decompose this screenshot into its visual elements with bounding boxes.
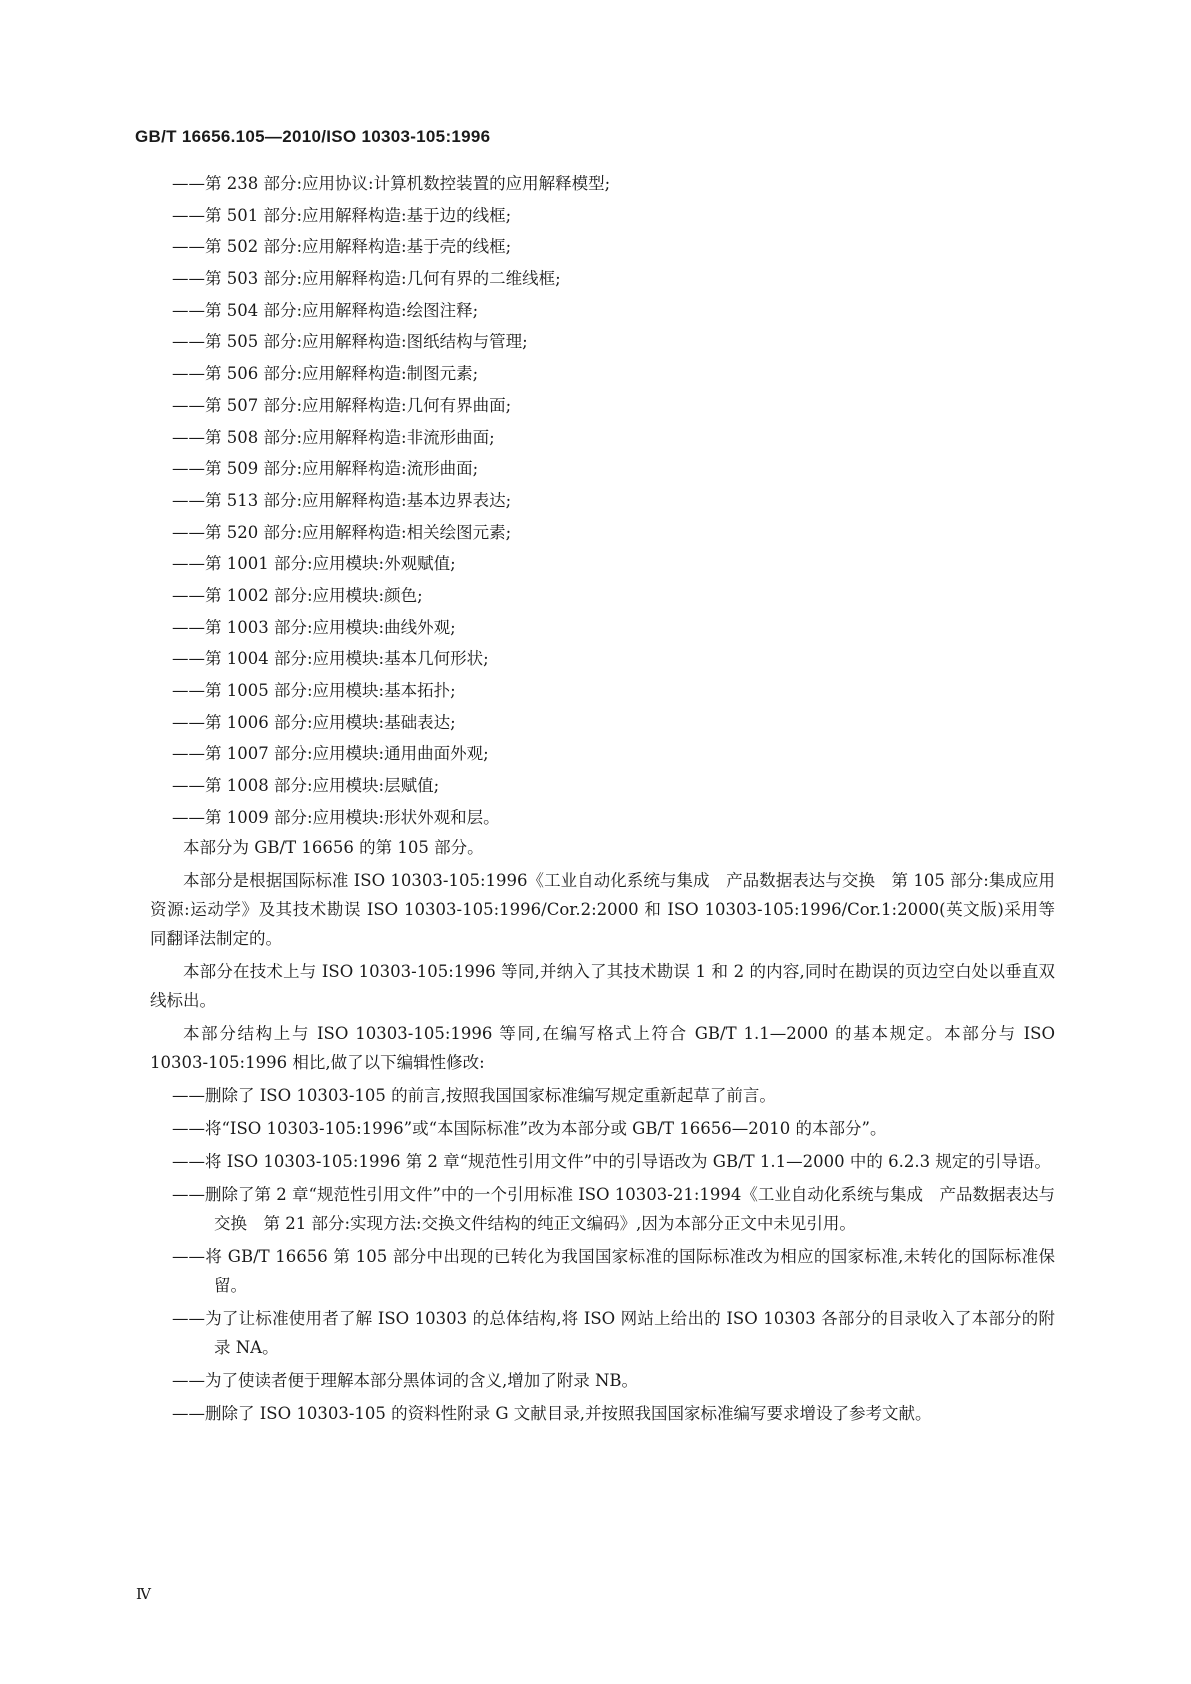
list-item: ——删除了 ISO 10303-105 的前言,按照我国国家标准编写规定重新起草了前言。 [172, 1086, 776, 1106]
list-item: ——第 1007 部分:应用模块:通用曲面外观; [172, 744, 489, 764]
list-item: ——第 509 部分:应用解释构造:流形曲面; [172, 459, 479, 479]
paragraph: 本部分在技术上与 ISO 10303-105:1996 等同,并纳入了其技术勘误 1 和 2 的内容,同时在勘误的页边空白处以垂直双线标出。 [150, 962, 1055, 1011]
list-item: ——第 506 部分:应用解释构造:制图元素; [172, 364, 479, 384]
list-item: ——第 1009 部分:应用模块:形状外观和层。 [172, 807, 500, 827]
list-item: ——第 1001 部分:应用模块:外观赋值; [172, 554, 456, 574]
list-item: ——为了使读者便于理解本部分黑体词的含义,增加了附录 NB。 [172, 1371, 639, 1391]
list-item: ——第 513 部分:应用解释构造:基本边界表达; [172, 490, 512, 510]
list-item: ——第 1005 部分:应用模块:基本拓扑; [172, 681, 456, 700]
list-item: ——将 ISO 10303-105:1996 第 2 章“规范性引用文件”中的引导语改为 GB/T 1.1—2000 中的 6.2.3 规定的引导语。 [172, 1152, 1051, 1172]
list-item: ——第 1003 部分:应用模块:曲线外观; [172, 617, 456, 637]
standard-number-header: GB/T 16656.105—2010/ISO 10303-105:1996 [135, 127, 491, 146]
list-item: ——第 503 部分:应用解释构造:几何有界的二维线框; [172, 269, 561, 289]
list-item: ——删除了 ISO 10303-105 的资料性附录 G 文献目录,并按照我国国家标准编写要求增设了参考文献。 [172, 1404, 932, 1424]
parts-list [160, 168, 1055, 833]
list-item: ——将 GB/T 16656 第 105 部分中出现的已转化为我国国家标准的国际标准改为相应的国家标准,未转化的国际标准保留。 [172, 1247, 1055, 1296]
page-number: Ⅳ [136, 1585, 151, 1603]
list-item: ——第 1004 部分:应用模块:基本几何形状; [172, 649, 489, 669]
list-item: ——第 504 部分:应用解释构造:绘图注释; [172, 300, 479, 320]
list-item: ——第 238 部分:应用协议:计算机数控装置的应用解释模型; [172, 174, 611, 193]
list-item: ——第 505 部分:应用解释构造:图纸结构与管理; [172, 332, 528, 352]
list-item: ——第 508 部分:应用解释构造:非流形曲面; [172, 427, 495, 447]
list-item: ——第 502 部分:应用解释构造:基于壳的线框; [172, 237, 512, 257]
list-item: ——第 520 部分:应用解释构造:相关绘图元素; [172, 522, 512, 542]
list-item: ——删除了第 2 章“规范性引用文件”中的一个引用标准 ISO 10303-21:1994《工业自动化系统与集成 产品数据表达与交换 第 21 部分:实现方法:交换文件结构的纯正文编码》,因为本部分正文中未见引用。 [172, 1185, 1055, 1234]
list-item: ——将“ISO 10303-105:1996”或“本国际标准”改为本部分或 GB/T 16656—2010 的本部分”。 [172, 1119, 887, 1139]
list-item: ——第 507 部分:应用解释构造:几何有界曲面; [172, 395, 512, 415]
paragraph: 本部分是根据国际标准 ISO 10303-105:1996《工业自动化系统与集成 产品数据表达与交换 第 105 部分:集成应用资源:运动学》及其技术勘误 ISO 10303-105:1996/Cor.2:2000 和 ISO 10303-105:1996/Cor.1:2000(英文版)采用等同翻译法制定的。 [150, 871, 1055, 949]
list-item: ——第 1008 部分:应用模块:层赋值; [172, 776, 440, 796]
edit-list [160, 1081, 1055, 1428]
list-item: ——第 1002 部分:应用模块:颜色; [172, 585, 423, 605]
list-item: ——第 501 部分:应用解释构造:基于边的线框; [172, 205, 512, 225]
list-item: ——为了让标准使用者了解 ISO 10303 的总体结构,将 ISO 网站上给出的 ISO 10303 各部分的目录收入了本部分的附录 NA。 [172, 1309, 1055, 1358]
page-content [150, 168, 1055, 1432]
paragraph: 本部分为 GB/T 16656 的第 105 部分。 [183, 838, 484, 858]
list-item: ——第 1006 部分:应用模块:基础表达; [172, 712, 456, 732]
paragraph: 本部分结构上与 ISO 10303-105:1996 等同,在编写格式上符合 GB/T 1.1—2000 的基本规定。本部分与 ISO 10303-105:1996 相比,做了以下编辑性修改: [150, 1024, 1055, 1073]
